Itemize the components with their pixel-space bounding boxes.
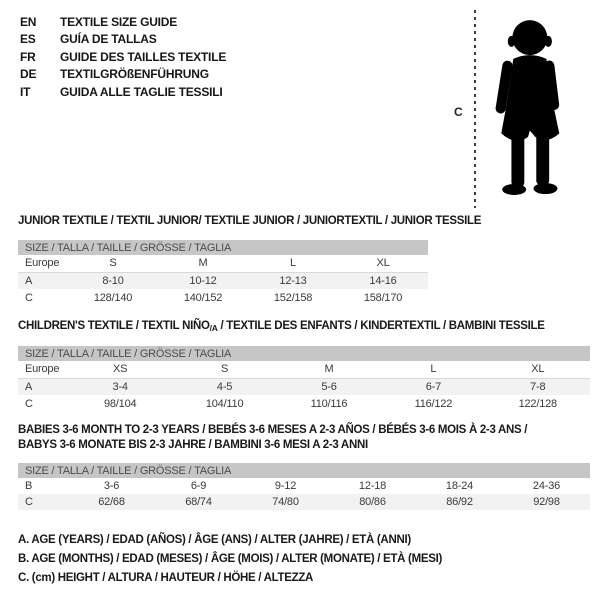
row-label: A (18, 378, 68, 395)
size-cell: 4-5 (172, 378, 276, 395)
row-label: A (18, 272, 68, 289)
size-header-bar: SIZE / TALLA / TAILLE / GRÖSSE / TAGLIA (18, 346, 590, 361)
size-cell: S (172, 361, 276, 378)
babies-size-table (18, 463, 590, 510)
children-section-title (18, 320, 545, 333)
size-cell: 10-12 (158, 272, 248, 289)
language-list (20, 13, 226, 101)
size-cell: M (277, 361, 381, 378)
baby-silhouette-icon (482, 10, 574, 207)
table-row-age (18, 378, 590, 395)
size-cell: 3-4 (68, 378, 172, 395)
size-cell: 116/122 (414, 397, 453, 410)
size-cell: 12-18 (358, 480, 387, 492)
row-label: Europe (18, 255, 68, 272)
table-row-age-months (18, 478, 590, 494)
junior-size-table (18, 240, 428, 306)
size-cell: 122/128 (518, 397, 557, 410)
legend-line-a: A. AGE (YEARS) / EDAD (AÑOS) / ÂGE (ANS) / ALTER (JAHRE) / ETÀ (ANNI) (18, 534, 411, 546)
table-row-europe (18, 255, 428, 272)
table-row-height (18, 494, 590, 510)
children-title-text: CHILDREN'S TEXTILE / TEXTIL NIÑO (18, 320, 210, 332)
size-cell: XL (486, 361, 590, 378)
size-cell: 12-13 (248, 272, 338, 289)
row-label: Europe (18, 361, 68, 378)
children-size-table (18, 346, 590, 412)
children-title-subscript: /A (209, 323, 218, 333)
size-header-bar: SIZE / TALLA / TAILLE / GRÖSSE / TAGLIA (18, 463, 590, 478)
size-cell: 18-24 (445, 480, 474, 492)
language-code: ES (20, 32, 36, 47)
babies-section-title-line2: BABYS 3-6 MONATE BIS 2-3 JAHRE / BAMBINI 3-6 MESI A 2-3 ANNI (18, 439, 368, 451)
language-code: DE (20, 67, 37, 82)
size-header-row (18, 240, 428, 255)
size-cell: 86/92 (416, 494, 503, 510)
row-label: B (25, 480, 33, 492)
language-row-fr (20, 48, 226, 66)
language-label: GUÍA DE TALLAS (60, 32, 157, 47)
language-row-de (20, 66, 226, 84)
height-dashed-line-icon (474, 10, 476, 208)
size-cell: 74/80 (242, 494, 329, 510)
size-cell: 7-8 (486, 378, 590, 395)
size-cell: 140/152 (183, 291, 223, 304)
size-cell: 68/74 (155, 494, 242, 510)
size-cell: 80/86 (329, 494, 416, 510)
size-cell: L (381, 361, 485, 378)
measurement-legend (18, 531, 442, 588)
size-cell: 3-6 (103, 480, 120, 492)
table-row-europe (18, 361, 590, 378)
language-code: FR (20, 49, 36, 64)
legend-line-c: C. (cm) HEIGHT / ALTURA / HAUTEUR / HÖHE / ALTEZZA (18, 572, 314, 584)
size-cell: 92/98 (503, 494, 590, 510)
size-header-row (18, 346, 590, 361)
language-label: TEXTILGRÖßENFÜHRUNG (60, 67, 209, 82)
table-row-height (18, 395, 590, 412)
size-cell: 152/158 (273, 291, 313, 304)
size-cell: 158/170 (363, 291, 403, 304)
size-cell: 62/68 (68, 494, 155, 510)
language-label: GUIDA ALLE TAGLIE TESSILI (60, 84, 223, 99)
size-header-bar: SIZE / TALLA / TAILLE / GRÖSSE / TAGLIA (18, 240, 428, 255)
size-cell: 14-16 (338, 272, 428, 289)
size-cell: L (248, 255, 338, 272)
size-cell: 9-12 (274, 480, 297, 492)
language-label: GUIDE DES TAILLES TEXTILE (60, 49, 227, 64)
size-cell: M (158, 255, 248, 272)
size-cell: S (68, 255, 158, 272)
size-cell: 98/104 (103, 397, 137, 410)
row-label: C (25, 397, 33, 410)
legend-line-b: B. AGE (MONTHS) / EDAD (MESES) / ÂGE (MOIS) / ALTER (MONATE) / ETÀ (MESI) (18, 553, 443, 565)
row-label: C (18, 494, 68, 510)
language-row-it (20, 83, 226, 101)
junior-section-title: JUNIOR TEXTILE / TEXTIL JUNIOR/ TEXTILE JUNIOR / JUNIORTEXTIL / JUNIOR TESSILE (18, 215, 482, 227)
size-cell: 5-6 (277, 378, 381, 395)
size-cell: XS (68, 361, 172, 378)
size-cell: 110/116 (310, 397, 348, 410)
language-row-es (20, 31, 226, 49)
table-row-age (18, 272, 428, 289)
table-row-height (18, 289, 428, 306)
language-label: TEXTILE SIZE GUIDE (60, 14, 178, 29)
language-row-en (20, 13, 226, 31)
size-cell: 128/140 (93, 291, 133, 304)
size-cell: XL (338, 255, 428, 272)
size-cell: 104/110 (205, 397, 244, 410)
size-header-row (18, 463, 590, 478)
row-label: C (25, 291, 33, 304)
size-cell: 6-7 (381, 378, 485, 395)
language-code: EN (20, 14, 37, 29)
size-cell: 24-36 (532, 480, 561, 492)
size-cell: 8-10 (68, 272, 158, 289)
babies-section-title-line1: BABIES 3-6 MONTH TO 2-3 YEARS / BEBÉS 3-6 MESES A 2-3 AÑOS / BÉBÉS 3-6 MOIS À 2-3 ANS / (18, 424, 528, 436)
height-c-label: C (454, 105, 463, 119)
language-code: IT (20, 84, 31, 99)
size-cell: 6-9 (190, 480, 207, 492)
children-title-text: / TEXTILE DES ENFANTS / KINDERTEXTIL / BAMBINI TESSILE (217, 320, 545, 332)
